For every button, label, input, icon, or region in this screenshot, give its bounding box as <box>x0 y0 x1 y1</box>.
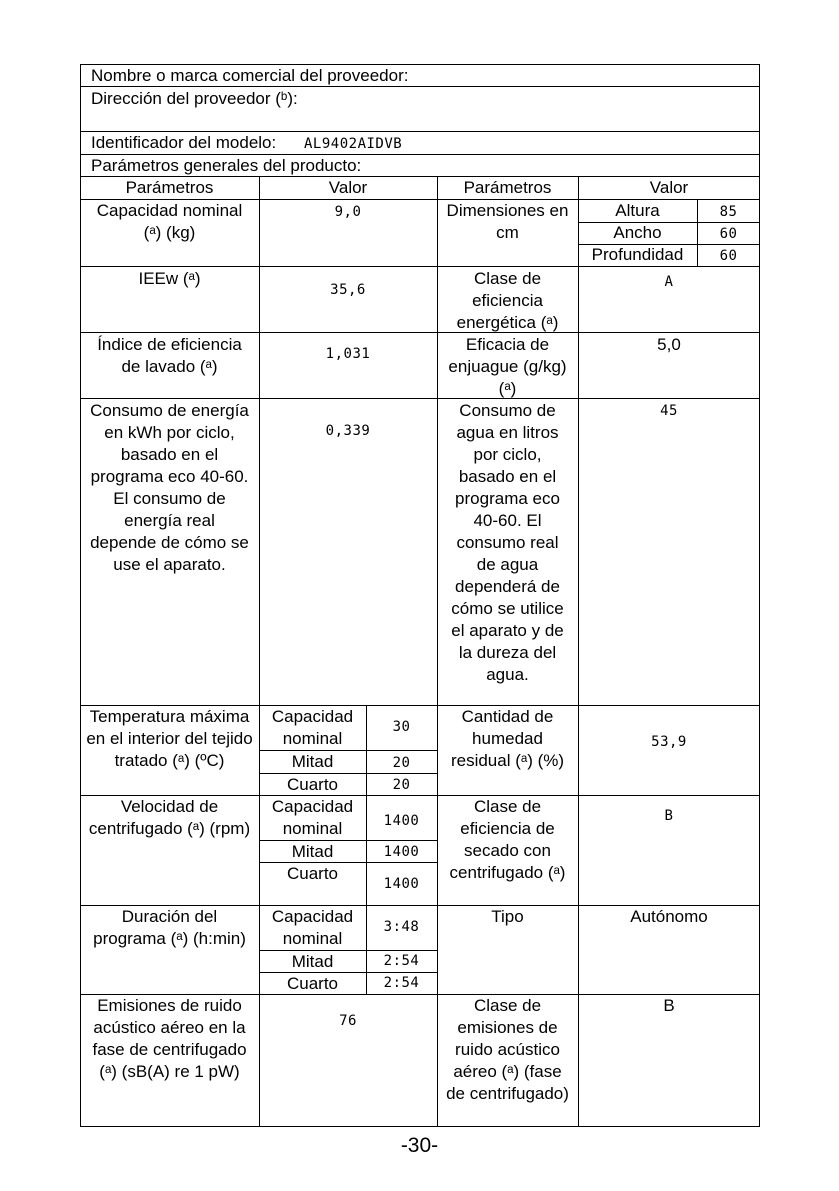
column-header-parameters: Parámetros <box>125 178 214 197</box>
temperature-half-value: 20 <box>392 755 411 771</box>
row-divider <box>80 332 760 333</box>
spin-class-label: Clase de eficiencia de secado con centrifugado (ᵃ) <box>449 797 566 882</box>
spin-speed-half-label: Mitad <box>291 842 334 861</box>
column-header-value: Valor <box>649 178 689 197</box>
spin-speed-quarter-label: Cuarto <box>286 864 339 883</box>
duration-quarter-label: Cuarto <box>286 974 339 993</box>
row-divider <box>80 398 760 399</box>
moisture-label: Cantidad de humedad residual (ᵃ) (%) <box>450 707 565 770</box>
spin-speed-half-value: 1400 <box>383 844 420 860</box>
washing-index-value: 1,031 <box>325 346 371 362</box>
energy-class-value: A <box>664 274 674 290</box>
noise-class-label: Clase de emisiones de ruido acústico aéreo (ᵃ) (fase de centrifugado) <box>446 996 569 1103</box>
dimension-depth-value: 60 <box>719 248 738 264</box>
temperature-rated-label: Capacidad nominal <box>271 707 354 748</box>
noise-label: Emisiones de ruido acústico aéreo en la fase de centrifugado (ᵃ) (sB(A) re 1 pW) <box>92 996 247 1081</box>
washing-index-label: Índice de eficiencia de lavado (ᵃ) <box>97 335 242 376</box>
moisture-value: 53,9 <box>651 734 687 750</box>
noise-class-value: B <box>663 996 675 1015</box>
column-header-parameters: Parámetros <box>463 178 552 197</box>
page-number: -30- <box>400 1134 439 1157</box>
duration-label: Duración del programa (ᵃ) (h:min) <box>93 907 246 948</box>
spin-speed-label: Velocidad de centrifugado (ᵃ) (rpm) <box>88 797 251 838</box>
duration-rated-label: Capacidad nominal <box>271 907 354 948</box>
temperature-half-label: Mitad <box>291 752 334 771</box>
water-consumption-value: 45 <box>660 403 678 419</box>
row-divider <box>80 266 760 267</box>
general-parameters-label: Parámetros generales del producto: <box>91 156 362 175</box>
water-consumption-label: Consumo de agua en litros por ciclo, basado en el programa eco 40-60. El consumo real de agua dependerá de cómo se utilice el aparato y de la dureza del agua. <box>451 401 564 684</box>
column-divider <box>578 176 579 1127</box>
duration-quarter-value: 2:54 <box>383 975 420 991</box>
dimension-height-value: 85 <box>719 204 738 220</box>
type-label: Tipo <box>491 907 524 926</box>
dimension-depth-label: Profundidad <box>591 245 684 264</box>
temperature-quarter-value: 20 <box>392 777 411 793</box>
energy-class-label: Clase de eficiencia energética (ᵃ) <box>456 269 559 332</box>
dimension-width-label: Ancho <box>613 223 662 242</box>
duration-rated-value: 3:48 <box>383 919 420 935</box>
spin-speed-rated-value: 1400 <box>383 813 420 829</box>
spin-speed-quarter-value: 1400 <box>383 876 420 892</box>
eei-label: IEEw (ᵃ) <box>138 269 201 288</box>
spin-speed-rated-label: Capacidad nominal <box>271 797 354 838</box>
type-value: Autónomo <box>630 907 708 926</box>
duration-half-label: Mitad <box>291 952 334 971</box>
model-identifier-value: AL9402AIDVB <box>304 136 403 152</box>
column-divider <box>437 176 438 1127</box>
eei-value: 35,6 <box>330 282 366 298</box>
noise-value: 76 <box>339 1013 357 1029</box>
supplier-name-label: Nombre o marca comercial del proveedor: <box>91 66 409 85</box>
rinsing-value: 5,0 <box>657 335 681 354</box>
dimension-width-value: 60 <box>719 226 738 242</box>
capacity-label: Capacidad nominal (ᵃ) (kg) <box>96 201 243 242</box>
dimensions-label: Dimensiones en cm <box>446 201 569 242</box>
temperature-quarter-label: Cuarto <box>286 775 339 794</box>
model-identifier-label: Identificador del modelo: <box>91 133 277 152</box>
duration-half-value: 2:54 <box>383 953 420 969</box>
capacity-value: 9,0 <box>334 204 362 220</box>
column-header-value: Valor <box>328 178 368 197</box>
energy-consumption-value: 0,339 <box>325 423 371 439</box>
spin-class-value: B <box>664 808 674 824</box>
temperature-rated-value: 30 <box>392 719 411 735</box>
temperature-label: Temperatura máxima en el interior del tejido tratado (ᵃ) (ºC) <box>86 707 253 770</box>
dimension-height-label: Altura <box>615 201 660 220</box>
rinsing-label: Eficacia de enjuague (g/kg) (ᵃ) <box>448 335 567 398</box>
supplier-address-label: Dirección del proveedor (ᵇ): <box>91 89 298 108</box>
energy-consumption-label: Consumo de energía en kWh por ciclo, basado en el programa eco 40-60. El consumo de energía real depende de cómo se use el aparato. <box>90 401 249 574</box>
